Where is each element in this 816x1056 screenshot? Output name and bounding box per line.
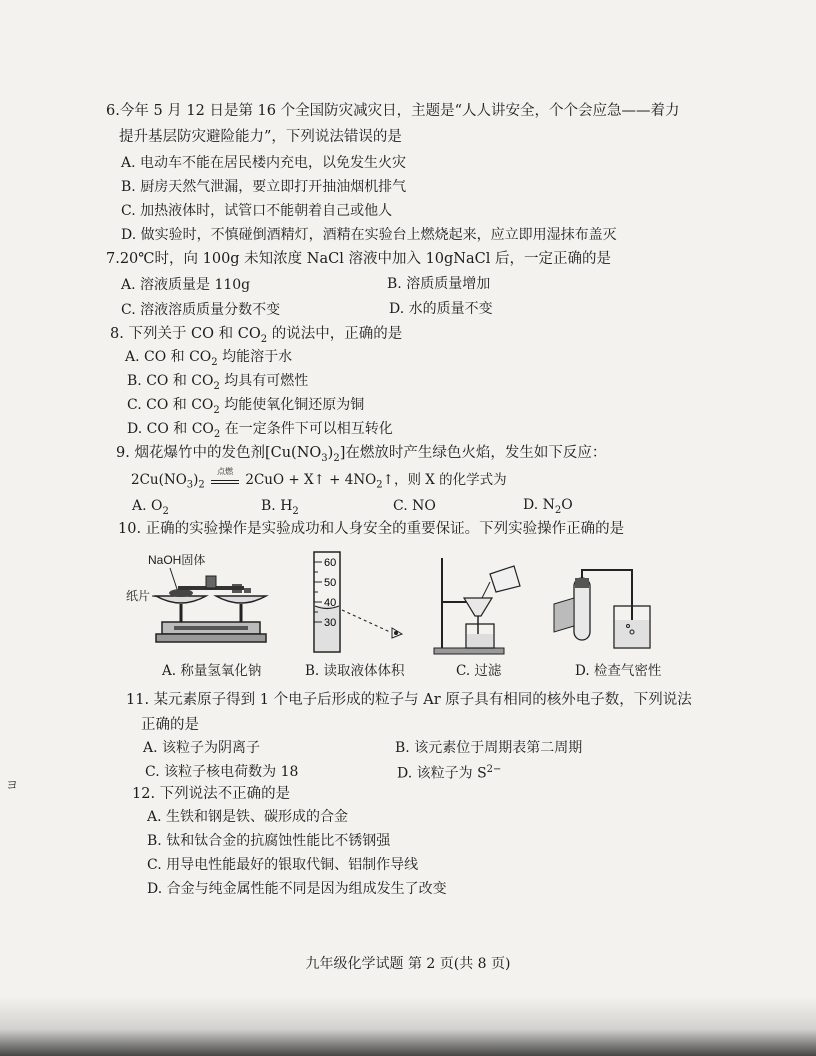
caption-b: B. 读取液体体积 [305,663,405,679]
q9-equation: $2Cu(NO_3)_2$ 点燃 2CuO + X↑ + $4NO_2↑$，则 X 的化学式为 [131,467,507,491]
q12-stem: 12. 下列说法不正确的是 [132,786,291,802]
q6-stem-line2: 提升基层防灾避险能力”，下列说法错误的是 [119,129,402,145]
q7-stem: 7.20℃时，向 100g 未知浓度 NaCl 溶液中加入 10gNaCl 后，一定正确的是 [106,251,611,267]
q12-option-b: B. 钛和钛合金的抗腐蚀性能比不锈钢强 [147,833,391,849]
cylinder-mark-50: 50 [324,577,337,589]
q12-option-a: A. 生铁和钢是铁、碳形成的合金 [147,809,349,825]
q6-option-b: B. 厨房天然气泄漏，要立即打开抽油烟机排气 [121,179,407,195]
q7-option-d: D. 水的质量不变 [389,301,493,317]
scan-edge-shadow [0,996,816,1056]
caption-c: C. 过滤 [456,663,502,679]
q8-option-b: B. CO 和 $CO_2$ 均具有可燃性 [127,373,309,392]
q12-option-c: C. 用导电性能最好的银取代铜、铝制作导线 [147,857,419,873]
q7-option-a: A. 溶液质量是 110g [121,277,251,293]
q8-option-a: A. CO 和 $CO_2$ 均能溶于水 [125,349,293,368]
balance-figure [126,548,276,658]
q11-option-d: D. 该粒子为 $S^{2-}$ [397,764,502,782]
q8-stem: 8. 下列关于 CO 和 $CO_2$ 的说法中，正确的是 [110,326,403,345]
page-footer: 九年级化学试题 第 2 页(共 8 页) [305,956,511,972]
filtration-figure [424,548,534,658]
q9-stem: 9. 烟花爆竹中的发色剂$[Cu(NO_3)_2]$在燃放时产生绿色火焰，发生如下反应： [116,445,607,464]
q9-option-c: C. NO [393,498,436,514]
q6-option-c: C. 加热液体时，试管口不能朝着自己或他人 [121,203,393,219]
q11-option-c: C. 该粒子核电荷数为 18 [145,764,299,780]
q8-option-c: C. CO 和 $CO_2$ 均能使氧化铜还原为铜 [127,397,365,416]
q7-option-c: C. 溶液溶质质量分数不变 [121,302,281,318]
q7-option-b: B. 溶质质量增加 [387,276,491,292]
paper-label: 纸片 [126,589,151,603]
q9-option-a: A. $O_2$ [132,498,169,517]
q11-stem-line2: 正确的是 [141,717,199,733]
cylinder-figure [300,548,410,658]
margin-mark: ヨ [6,778,19,792]
naoh-label: NaOH固体 [148,553,206,567]
caption-a: A. 称量氢氧化钠 [162,663,262,679]
cylinder-mark-30: 30 [324,617,337,629]
q12-option-d: D. 合金与纯金属性能不同是因为组成发生了改变 [147,881,447,897]
q9-option-d: D. $N_2O$ [523,497,573,516]
q11-option-b: B. 该元素位于周期表第二周期 [395,740,583,756]
q11-option-a: A. 该粒子为阴离子 [143,740,261,756]
airtightness-figure [548,548,668,658]
caption-d: D. 检查气密性 [575,663,662,679]
q6-option-a: A. 电动车不能在居民楼内充电，以免发生火灾 [121,155,407,171]
q11-stem-line1: 11. 某元素原子得到 1 个电子后形成的粒子与 Ar 原子具有相同的核外电子数，下列说法 [126,692,692,708]
q6-option-d: D. 做实验时，不慎碰倒酒精灯，酒精在实验台上燃烧起来，应立即用湿抹布盖灭 [121,227,617,243]
q6-stem-line1: 6.今年 5 月 12 日是第 16 个全国防灾减灾日，主题是“人人讲安全，个个会应急——着力 [106,103,680,119]
q10-stem: 10. 正确的实验操作是实验成功和人身安全的重要保证。下列实验操作正确的是 [118,521,625,537]
q9-option-b: B. $H_2$ [261,498,299,517]
cylinder-mark-40: 40 [324,597,337,609]
q8-option-d: D. CO 和 $CO_2$ 在一定条件下可以相互转化 [127,421,393,440]
reaction-condition: 点燃 [209,477,241,484]
cylinder-mark-60: 60 [324,557,337,569]
